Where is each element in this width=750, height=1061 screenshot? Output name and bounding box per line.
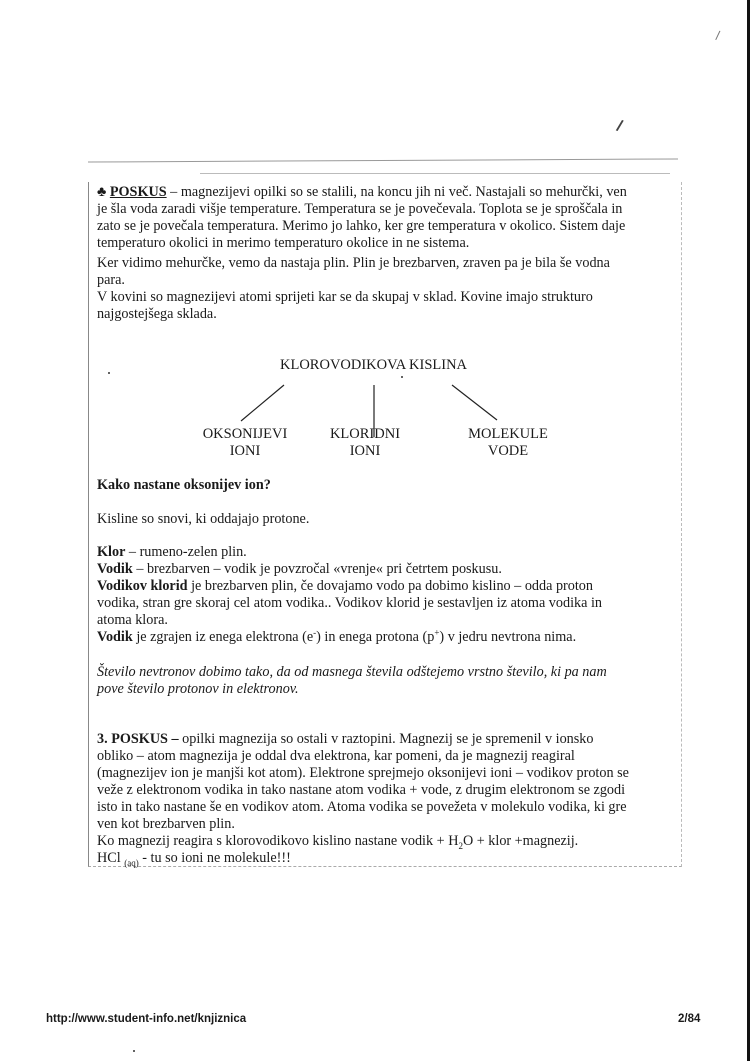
text-line: V kovini so magnezijevi atomi sprijeti kar se da skupaj v sklad. Kovine imajo strukturo xyxy=(97,289,593,305)
text-line: najgostejšega sklada. xyxy=(97,306,217,322)
text-line: 3. POSKUS – opilki magnezija so ostali v raztopini. Magnezij se je spremenil v ionsko xyxy=(97,731,594,747)
diagram-node-oksonijevi: OKSONIJEVI IONI xyxy=(202,426,288,459)
clover-icon: ♣ xyxy=(97,184,107,200)
text-line: Ker vidimo mehurčke, vemo da nastaja plin. Plin je brezbarven, zraven pa je bila še vodna xyxy=(97,255,610,271)
branch-line-left xyxy=(241,385,284,421)
definitions-block xyxy=(97,561,680,646)
diagram-title: KLOROVODIKOVA KISLINA xyxy=(280,357,468,373)
section-heading: POSKUS xyxy=(109,184,167,200)
branch-line-right xyxy=(452,385,497,420)
diagram-node-molekule: MOLEKULE VODE xyxy=(468,426,548,459)
acid-definition: Kisline so snovi, ki oddajajo protone. xyxy=(97,511,310,527)
section-heading: 3. POSKUS – xyxy=(97,731,179,747)
footer-url[interactable]: http://www.student-info.net/knjiznica xyxy=(46,1013,247,1025)
definition-vodik: Vodik – brezbarven – vodik je povzročal «vrenje« pri četrtem poskusu. xyxy=(97,561,502,577)
text-line: veže z elektronom vodika in tako nastane atom vodika + vode, z drugim elektronom se zgodi xyxy=(97,782,626,798)
text-line: ven kot brezbarven plin. xyxy=(97,816,235,832)
speck xyxy=(133,1050,135,1052)
text-line: vodika, stran gre skoraj cel atom vodika.. Vodikov klorid je sestavljen iz atoma vodika in xyxy=(97,595,602,611)
definition-vodikov-klorid: Vodikov klorid je brezbarven plin, če dovajamo vodo pa dobimo kislino – odda proton xyxy=(97,578,593,594)
text-line: je šla voda zaradi višje temperature. Temperatura se je povečevala. Toplota se je sproščala in xyxy=(97,201,623,217)
text-line: ♣ POSKUS – magnezijevi opilki so se stalili, na koncu jih ni več. Nastajali so mehurčki, ven xyxy=(97,184,627,200)
hcl-note: HCl $_{(aq)}$ - tu so ioni ne molekule!!! xyxy=(97,850,291,868)
text-line: obliko – atom magnezija je oddal dva elektrona, kar pomeni, da je magnezij reagiral xyxy=(97,748,575,764)
pen-mark: / xyxy=(614,117,625,136)
reaction-line: Ko magnezij reagira s klorovodikovo kislino nastane vodik + $H_2O$ + klor +magnezij. xyxy=(97,833,579,851)
text-line: isto in tako nastane še en vodikov atom. Atoma vodika se povežeta v molekulo vodika, ki gre xyxy=(97,799,627,815)
text-line: atoma klora. xyxy=(97,612,168,628)
definition-klor: Klor – rumeno-zelen plin. xyxy=(97,544,247,560)
definition-vodik-structure: Vodik je zgrajen iz enega elektrona (e-) in enega protona (p+) v jedru nevtrona nima. xyxy=(97,627,577,645)
neutron-note: Število nevtronov dobimo tako, da od masnega števila odštejemo vrstno število, ki pa nam pove število protonov in elektronov. xyxy=(97,664,607,697)
diagram-node-kloridni: KLORIDNI IONI xyxy=(329,426,401,459)
text-line: temperaturo okolici in merimo temperaturo okolice in ne sistema. xyxy=(97,235,470,251)
text-line: para. xyxy=(97,272,125,288)
text-line: (magnezijev ion je manjši kot atom). Elektrone sprejmejo oksonijevi ioni – vodikov proton se xyxy=(97,765,629,781)
question-heading: Kako nastane oksonijev ion? xyxy=(97,477,271,493)
pen-mark: / xyxy=(714,27,721,44)
page-number: 2/84 xyxy=(678,1013,701,1025)
section-3-paragraph xyxy=(97,731,680,867)
text-line: zato se je povečala temperatura. Merimo jo lahko, ker gre temperatura v okolico. Sistem daje xyxy=(97,218,626,234)
